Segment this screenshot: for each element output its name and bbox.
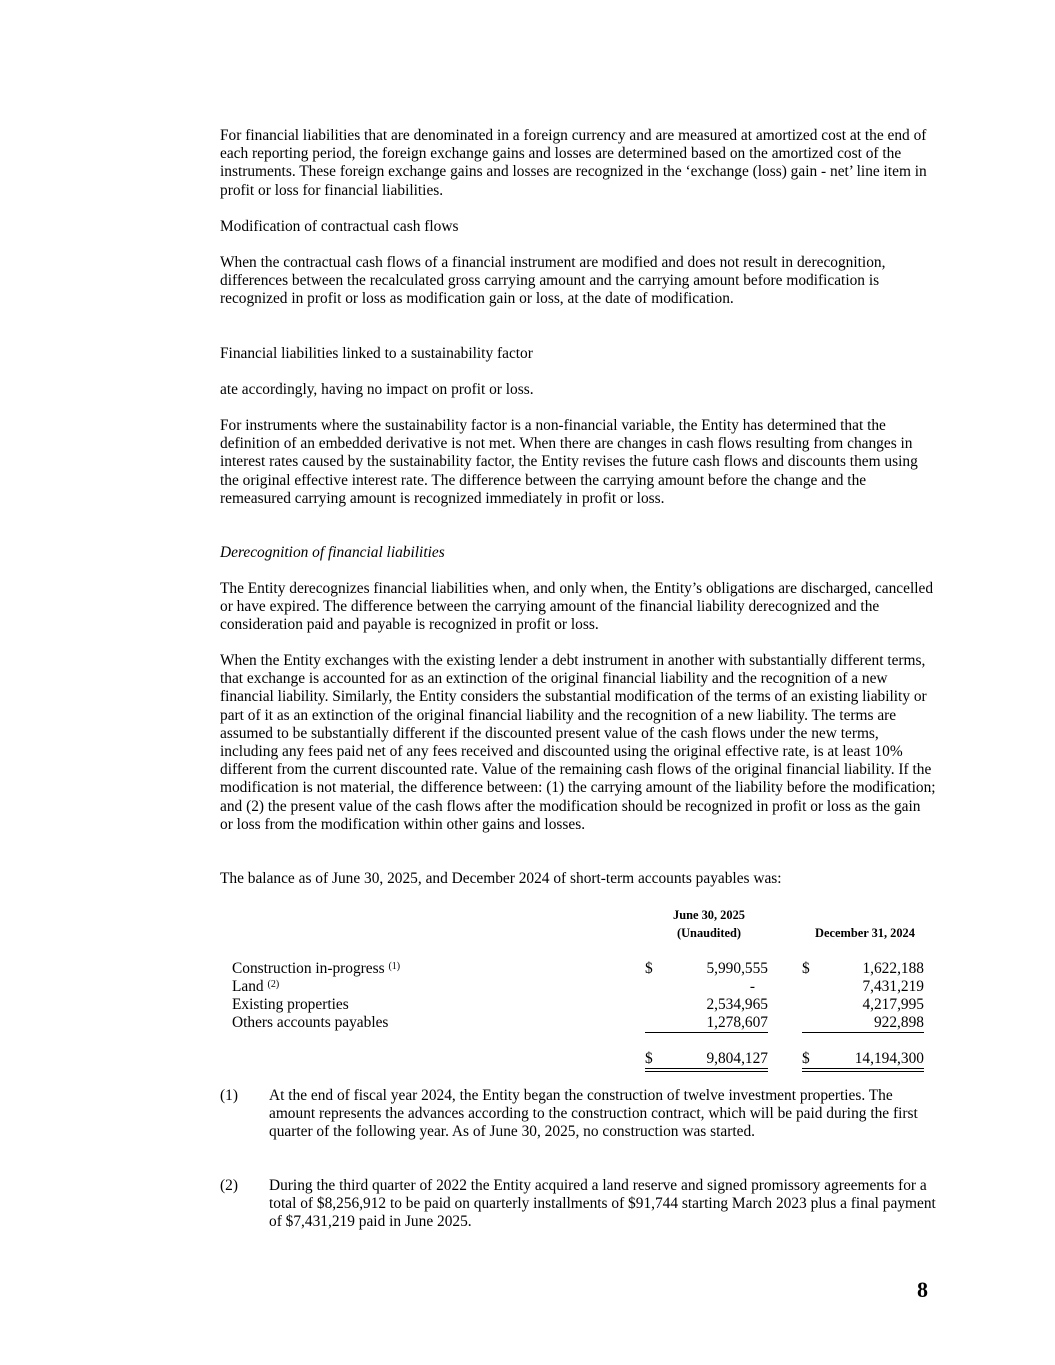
june-value: 2,534,965 — [706, 996, 768, 1013]
row-label: Construction in-progress $^{(1)}$ — [232, 960, 401, 977]
col-december-header: December 31, 2024 — [815, 926, 915, 940]
subtotal-rule-june — [645, 1032, 768, 1033]
december-value: 922,898 — [873, 1014, 924, 1031]
paragraph-derecognition: The Entity derecognizes financial liabilities when, and only when, the Entity’s obligations are discharged, cancelled or have expired. The difference between the carrying amount of the financial liability derecognized and the consideration paid and payable is recognized in profit or loss. — [220, 580, 934, 634]
footnote-marker: (2) — [220, 1177, 238, 1194]
table-total-row — [232, 1050, 924, 1068]
col-june-header-unaudited: (Unaudited) — [676, 926, 742, 940]
currency-symbol: $ — [645, 1050, 653, 1067]
table-row — [232, 996, 924, 1014]
footnote-marker: (1) — [220, 1087, 238, 1104]
table-row — [232, 978, 924, 996]
currency-symbol: $ — [802, 960, 810, 977]
subtotal-rule-december — [802, 1032, 924, 1033]
row-label: Existing properties — [232, 996, 349, 1013]
june-value: 1,278,607 — [706, 1014, 768, 1031]
page-number: 8 — [917, 1277, 928, 1302]
heading-sustainability: Financial liabilities linked to a sustainability factor — [220, 345, 533, 362]
total-double-rule-december-2 — [802, 1071, 924, 1072]
paragraph-balance-intro: The balance as of June 30, 2025, and December 2024 of short-term accounts payables was: — [220, 870, 782, 887]
june-value: 5,990,555 — [706, 960, 768, 977]
table-row — [232, 960, 924, 978]
currency-symbol: $ — [645, 960, 653, 977]
paragraph-foreign-currency: For financial liabilities that are denominated in a foreign currency and are measured at amortized cost at the end of each reporting period, the foreign exchange gains and losses are determined based on the amortized cost of the instruments. These foreign exchange gains and losses are recognized in the ‘exchange (loss) gain - net’ line item in profit or loss for financial liabilities. — [220, 127, 927, 199]
june-value: - — [749, 978, 755, 995]
paragraph-modification: When the contractual cash flows of a financial instrument are modified and does not result in derecognition, differences between the recalculated gross carrying amount and the carrying amount before modification is recognized in profit or loss as modification gain or loss, at the date of modification. — [220, 254, 886, 308]
row-label: Land $^{(2)}$ — [232, 978, 280, 995]
december-value: 1,622,188 — [862, 960, 924, 977]
paragraph-sustainability-fragment: ate accordingly, having no impact on profit or loss. — [220, 381, 534, 398]
col-june-header-date: June 30, 2025 — [673, 908, 745, 922]
heading-modification: Modification of contractual cash flows — [220, 218, 459, 235]
december-value: 7,431,219 — [862, 978, 924, 995]
december-value: 4,217,995 — [862, 996, 924, 1013]
heading-derecognition: Derecognition of financial liabilities — [220, 544, 445, 561]
col-june-header — [632, 906, 786, 942]
row-label: Others accounts payables — [232, 1014, 389, 1031]
december-total: 14,194,300 — [854, 1050, 924, 1067]
table-row — [232, 1014, 924, 1032]
june-total: 9,804,127 — [706, 1050, 768, 1067]
total-double-rule-june-1 — [645, 1068, 768, 1069]
footnote-text: During the third quarter of 2022 the Entity acquired a land reserve and signed promissory agreements for a total of $8,256,912 to be paid on quarterly installments of $91,744 starting March 2023 plus a final payment of $7,431,219 paid in June 2025. — [269, 1177, 936, 1231]
paragraph-debt-exchange: When the Entity exchanges with the existing lender a debt instrument in another with substantially different terms, that exchange is accounted for as an extinction of the original financial liability and the recognition of a new financial liability. Similarly, the Entity considers the substantial modification of the terms of an existing liability or part of it as an extinction of the original financial liability and the recognition of a new liability. The terms are assumed to be substantially different if the discounted present value of the cash flows under the new terms, including any fees paid net of any fees received and discounted using the original effective rate, is at least 10% different from the current discounted rate. Value of the remaining cash flows of the original financial liability. If the modification is not material, the difference between: (1) the carrying amount of the liability before the modification; and (2) the present value of the cash flows after the modification should be recognized in profit or loss as the gain or loss from the modification within other gains and losses. — [220, 652, 936, 833]
footnote-text: At the end of fiscal year 2024, the Entity began the construction of twelve investment properties. The amount represents the advances according to the construction contract, which will be paid during the first quarter of the following year. As of June 30, 2025, no construction was started. — [269, 1087, 918, 1141]
total-double-rule-december-1 — [802, 1068, 924, 1069]
total-double-rule-june-2 — [645, 1071, 768, 1072]
paragraph-non-financial-variable: For instruments where the sustainability factor is a non-financial variable, the Entity has determined that the definition of an embedded derivative is not met. When there are changes in cash flows resulting from changes in interest rates caused by the sustainability factor, the Entity revises the future cash flows and discounts them using the original effective interest rate. The difference between the carrying amount before the change and the remeasured carrying amount is recognized immediately in profit or loss. — [220, 417, 918, 507]
currency-symbol: $ — [802, 1050, 810, 1067]
